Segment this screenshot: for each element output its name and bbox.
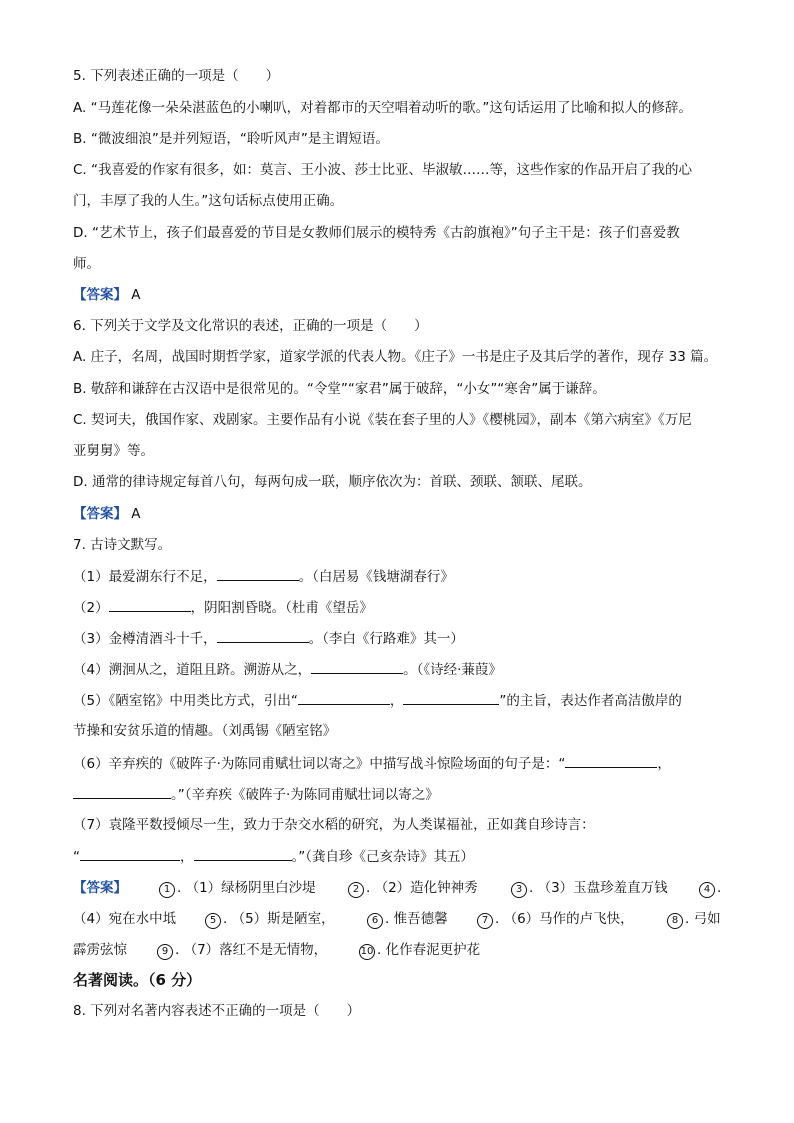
answer-item-2: 2 . （2）造化钟神秀 (348, 878, 478, 898)
fill-blank[interactable] (298, 690, 390, 705)
q7-item-6-line1 (73, 753, 671, 774)
q7-item-2 (73, 597, 373, 618)
q7-item-6-line2 (73, 784, 439, 805)
q6-option-d: D. 通常的律诗规定每首八句，每两句成一联，顺序依次为：首联、颈联、颔联、尾联。 (73, 474, 592, 490)
q5-option-d-line1: D. “艺术节上，孩子们最喜爱的节目是女教师们展示的模特秀《古韵旗袍》”句子主干是：孩子们喜爱教 (73, 225, 680, 241)
q7-item-5-line1 (73, 690, 682, 711)
answer-text: （5）斯是陋室， (231, 911, 335, 927)
q7-item-3-post: 。（李白《行路难》其一） (308, 631, 464, 647)
q7-item-5-post: ”的主旨，表达作者高洁傲岸的 (499, 693, 682, 709)
answer-tag: 【答案】 (73, 506, 127, 522)
q7-item-5-pre: （5）《陋室铭》中用类比方式，引出“ (73, 693, 298, 709)
q7-item-7-post: 。”（龚自珍《己亥杂诗》其五） (291, 849, 474, 865)
answer-tag: 【答案】 (73, 287, 127, 303)
answer-item-7: 7 . （6）马作的卢飞快， (477, 909, 634, 929)
answer-tag: 【答案】 (73, 880, 127, 896)
fill-blank[interactable] (194, 846, 292, 861)
circled-number: 5 (205, 913, 221, 929)
q7-item-3-pre: （3）金樽清酒斗十千， (73, 631, 217, 647)
q7-stem: 7. 古诗文默写。 (73, 537, 172, 553)
q5-option-d-line2: 师。 (73, 256, 100, 272)
q6-answer (73, 504, 141, 524)
q7-item-2-pre: （2） (73, 600, 109, 616)
circled-number: 7 (477, 913, 493, 929)
circled-number: 6 (367, 913, 383, 929)
q5-option-a: A. “马莲花像一朵朵湛蓝色的小喇叭，对着都市的天空唱着动听的歌。”这句话运用了比喻和拟人的修辞。 (73, 100, 692, 116)
answer-item-5: 5 . （5）斯是陋室， (205, 909, 335, 929)
q7-item-4-pre: （4）溯洄从之，道阻且跻。溯游从之， (73, 662, 312, 678)
q6-option-c-line2: 亚舅舅》等。 (73, 443, 154, 459)
fill-blank[interactable] (403, 690, 499, 705)
q5-option-c-line1: C. “我喜爱的作家有很多，如：莫言、王小波、莎士比亚、毕淑敏……等，这些作家的作品开启了我的心 (73, 162, 693, 178)
answer-text: （1）绿杨阴里白沙堤 (185, 880, 316, 896)
circled-number: 2 (348, 882, 364, 898)
q6-option-b: B. 敬辞和谦辞在古汉语中是很常见的。“令堂”“家君”属于破辞，“小女”“寒舍”属于谦辞。 (73, 381, 606, 397)
q7-item-4-post: 。（《诗经·蒹葭》 (403, 662, 502, 678)
q7-item-1-pre: （1）最爱湖东行不足， (73, 569, 217, 585)
answer-item-4: 4 . (699, 878, 721, 898)
q7-item-7-open-quote: “ (73, 849, 80, 865)
answer-text: （2）造化钟神秀 (374, 880, 478, 896)
answer-item-4-text: （4）宛在水中坻 (73, 911, 177, 927)
q7-item-2-post: ，阴阳割昏晓。（杜甫《望岳》 (190, 600, 373, 616)
answer-item-8: 8 . 弓如 (667, 909, 721, 929)
q7-item-5-sep: ， (389, 693, 404, 709)
answer-item-3: 3 . （3）玉盘珍羞直万钱 (511, 878, 668, 898)
answer-text: （6）马作的卢飞快， (503, 911, 634, 927)
answer-text: 惟吾德馨 (393, 911, 448, 927)
fill-blank[interactable] (73, 784, 171, 799)
fill-blank[interactable] (565, 753, 657, 768)
q7-item-3 (73, 628, 464, 649)
section-heading: 名著阅读。（6 分） (73, 971, 202, 989)
circled-number: 3 (511, 882, 527, 898)
answer-value: A (131, 506, 141, 522)
q5-answer (73, 285, 141, 305)
circled-number: 9 (157, 944, 173, 960)
q7-item-7-line1: （7）袁隆平数授倾尽一生，致力于杂交水稻的研究，为人类谋福祉，正如龚自珍诗言： (73, 817, 595, 833)
q7-item-5-line2: 节操和安贫乐道的情趣。（刘禹锡《陋室铭》 (73, 723, 337, 739)
q7-item-4 (73, 659, 502, 680)
answer-text: 化作春泥更护花 (385, 942, 481, 958)
answer-text: 弓如 (693, 911, 721, 927)
fill-blank[interactable] (311, 659, 403, 674)
answer-item-10: 10 . 化作春泥更护花 (360, 942, 481, 958)
circled-number: 10 (359, 944, 375, 960)
q8-stem: 8. 下列对名著内容表述不正确的一项是（ ） (73, 1003, 361, 1019)
fill-blank[interactable] (217, 628, 309, 643)
answer-item-8-text: 霹雳弦惊 (73, 942, 127, 958)
circled-number: 4 (699, 882, 715, 898)
circled-number: 8 (667, 913, 683, 929)
answer-value: A (131, 287, 141, 303)
q7-item-6-post: 。”（辛弃疾《破阵子·为陈同甫赋壮词以寄之》 (171, 787, 439, 803)
q7-item-6-sep: ， (657, 756, 671, 772)
fill-blank[interactable] (109, 597, 191, 612)
q5-option-b: B. “微波细浪”是并列短语，“聆听风声”是主谓短语。 (73, 131, 389, 147)
q5-stem: 5. 下列表述正确的一项是（ ） (73, 68, 280, 84)
answer-item-1: 1 . （1）绿杨阴里白沙堤 (159, 878, 316, 898)
circled-number: 1 (159, 882, 175, 898)
answer-text: （7）落红不是无情物， (183, 942, 328, 958)
q7-item-1-post: 。（白居易《钱塘湖春行》 (298, 569, 454, 585)
q5-option-c-line2: 门，丰厚了我的人生。”这句话标点使用正确。 (73, 193, 344, 209)
q7-item-7-sep: ， (180, 849, 194, 865)
answer-item-9: 9 . （7）落红不是无情物， (157, 940, 327, 960)
q6-stem: 6. 下列关于文学及文化常识的表述，正确的一项是（ ） (73, 318, 428, 334)
q7-item-7-line2 (73, 846, 474, 867)
q6-option-a: A. 庄子，名周，战国时期哲学家，道家学派的代表人物。《庄子》一书是庄子及其后学的著作，现存 33 篇。 (73, 349, 718, 365)
answer-text: （3）玉盘珍羞直万钱 (537, 880, 668, 896)
q6-option-c-line1: C. 契诃夫，俄国作家、戏剧家。主要作品有小说《装在套子里的人》《樱桃园》，副本《第六病室》《万尼 (73, 412, 692, 428)
answer-item-6: 6 . 惟吾德馨 (367, 909, 448, 929)
fill-blank[interactable] (217, 566, 299, 581)
fill-blank[interactable] (80, 846, 180, 861)
q7-item-6-pre: （6）辛弃疾的《破阵子·为陈同甫赋壮词以寄之》中描写战斗惊险场面的句子是：“ (73, 756, 566, 772)
q7-item-1 (73, 566, 454, 587)
